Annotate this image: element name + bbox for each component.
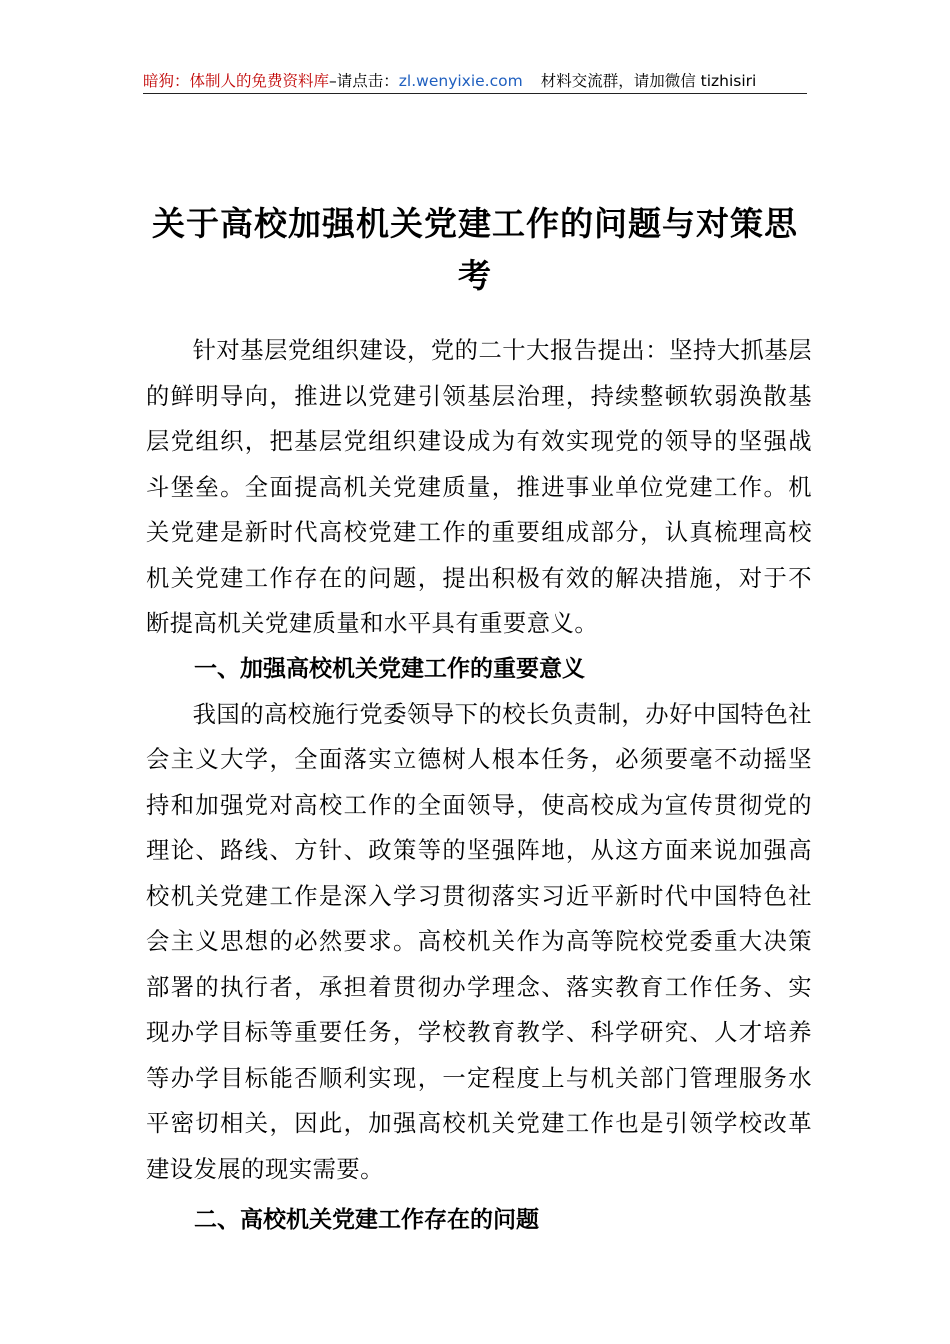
section-heading-2: 二、高校机关党建工作存在的问题 <box>194 1207 539 1233</box>
section-heading-1: 一、加强高校机关党建工作的重要意义 <box>194 655 585 682</box>
document-title: 关于高校加强机关党建工作的问题与对策思考 <box>152 204 798 296</box>
section-1-paragraph: 我国的高校施行党委领导下的校长负责制，办好中国特色社会主义大学，全面落实立德树人根本任务，必须要毫不动摇坚持和加强党对高校工作的全面领导，使高校成为宣传贯彻党的理论、路线、方针、政策等的坚强阵地，从这方面来说加强高校机关党建工作是深入学习贯彻落实习近平新时代中国特色社会主义思想的必然要求。高校机关作为高等院校党委重大决策部署的执行者，承担着贯彻办学理念、落实教育工作任务、实现办学目标等重要任务，学校教育教学、科学研究、人才培养等办学目标能否顺利实现，一定程度上与机关部门管理服务水平密切相关，因此，加强高校机关党建工作也是引领学校改革建设发展的现实需要。 <box>146 700 812 1183</box>
site-link[interactable]: zl.wenyixie.com <box>398 72 523 90</box>
click-prompt: –请点击： <box>329 72 399 90</box>
document-body <box>146 328 812 1243</box>
intro-paragraph: 针对基层党组织建设，党的二十大报告提出：坚持大抓基层的鲜明导向，推进以党建引领基层治理，持续整顿软弱涣散基层党组织，把基层党组织建设成为有效实现党的领导的坚强战斗堡垒。全面提高机关党建质量，推进事业单位党建工作。机关党建是新时代高校党建工作的重要组成部分，认真梳理高校机关党建工作存在的问题，提出积极有效的解决措施，对于不断提高机关党建质量和水平具有重要意义。 <box>146 337 812 637</box>
header-divider <box>143 93 807 94</box>
brand-label[interactable]: 暗狗：体制人的免费资料库 <box>143 72 330 90</box>
header-banner <box>143 70 807 94</box>
wechat-note: 材料交流群，请加微信 tizhisiri <box>540 72 757 90</box>
